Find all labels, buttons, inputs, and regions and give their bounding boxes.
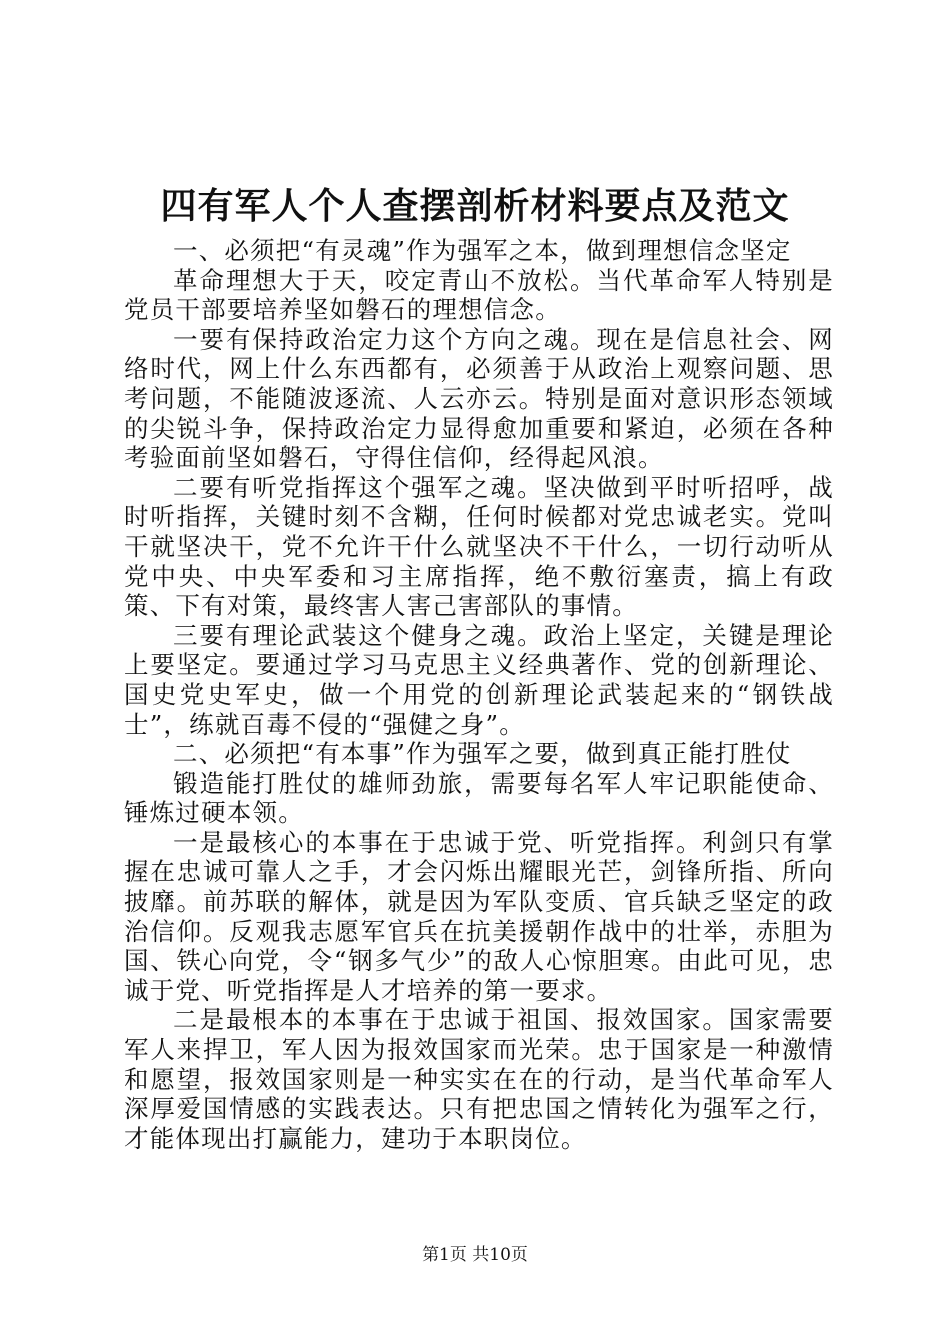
paragraph: 三要有理论武装这个健身之魂。政治上坚定，关键是理论上要坚定。要通过学习马克思主义经典著作、党的创新理论、国史党史军史，做一个用党的创新理论武装起来的“钢铁战士”，练就百毒不侵的“强健之身”。	[124, 620, 834, 739]
document-title: 四有军人个人查摆剖析材料要点及范文	[160, 185, 790, 227]
paragraph: 一要有保持政治定力这个方向之魂。现在是信息社会、网络时代，网上什么东西都有，必须善于从政治上观察问题、思考问题，不能随波逐流、人云亦云。特别是面对意识形态领域的尖锐斗争，保持政治定力显得愈加重要和紧迫，必须在各种考验面前坚如磐石，守得住信仰，经得起风浪。	[124, 324, 834, 473]
section-heading-1: 一、必须把“有灵魂”作为强军之本，做到理想信念坚定	[173, 236, 792, 265]
paragraph: 革命理想大于天，咬定青山不放松。当代革命军人特别是党员干部要培养坚如磐石的理想信念。	[124, 265, 834, 325]
section-heading-2: 二、必须把“有本事”作为强军之要，做到真正能打胜仗	[173, 739, 792, 769]
paragraph: 二是最根本的本事在于忠诚于祖国、报效国家。国家需要军人来捍卫，军人因为报效国家而光荣。忠于国家是一种激情和愿望，报效国家则是一种实实在在的行动，是当代革命军人深厚爱国情感的实践表达。只有把忠国之情转化为强军之行，才能体现出打赢能力，建功于本职岗位。	[124, 1005, 834, 1153]
paragraph: 一是最核心的本事在于忠诚于党、听党指挥。利剑只有掌握在忠诚可靠人之手，才会闪烁出耀眼光芒，剑锋所指、所向披靡。前苏联的解体，就是因为军队变质、官兵缺乏坚定的政治信仰。反观我志愿军官兵在抗美援朝作战中的壮举，赤胆为国、铁心向党，令“钢多气少”的敌人心惊胆寒。由此可见，忠诚于党、听党指挥是人才培养的第一要求。	[124, 827, 834, 1005]
page-footer: 第1页 共10页	[422, 1245, 528, 1265]
paragraph: 锻造能打胜仗的雄师劲旅，需要每名军人牢记职能使命、锤炼过硬本领。	[124, 768, 834, 828]
paragraph: 二要有听党指挥这个强军之魂。坚决做到平时听招呼，战时听指挥，关键时刻不含糊，任何时候都对党忠诚老实。党叫干就坚决干，党不允许干什么就坚决不干什么，一切行动听从党中央、中央军委和习主席指挥，绝不敷衍塞责，搞上有政策、下有对策，最终害人害己害部队的事情。	[124, 472, 834, 621]
document-body	[124, 236, 834, 1153]
